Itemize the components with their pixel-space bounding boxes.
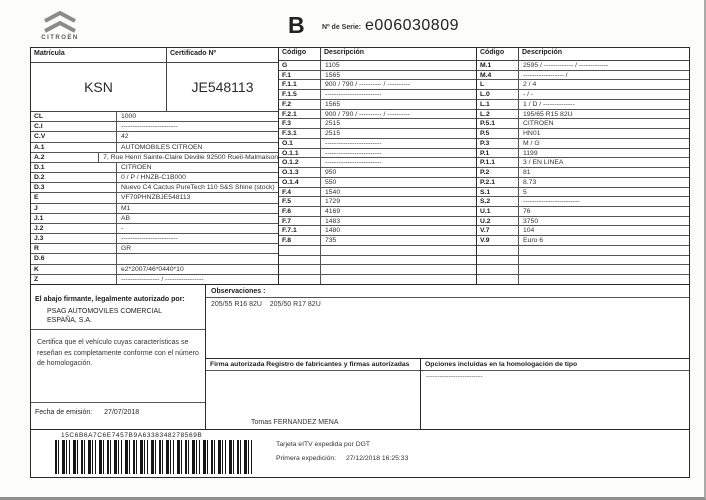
row-code: O.1.3	[279, 168, 321, 177]
row-code: C.I	[31, 122, 117, 131]
table-row	[31, 163, 278, 173]
row-code: E	[31, 193, 117, 202]
firma-signer-name: Tomas FERNANDEZ MENA	[251, 419, 339, 426]
declaration-heading: El abajo firmante, legalmente autorizado por:	[35, 296, 185, 303]
table-row	[477, 275, 689, 284]
row-value: 3 / EN LINEA	[523, 159, 564, 167]
observaciones-value: 205/55 R16 82U 205/50 R17 82U	[211, 301, 321, 308]
row-code	[279, 265, 321, 274]
opciones-value: -------------------------	[426, 373, 483, 380]
row-value: VF70PHNZBJE548113	[121, 194, 191, 202]
observaciones-label: Observaciones :	[206, 285, 689, 298]
row-value: 0 / P / HNZB-C1B000	[121, 174, 186, 182]
row-value: 550	[325, 178, 337, 186]
row-code: F.3.1	[279, 129, 321, 138]
row-value	[519, 265, 689, 274]
row-code: F.5	[279, 197, 321, 206]
codigo-header: Código	[279, 48, 321, 60]
row-code: O.1.1	[279, 149, 321, 158]
row-code	[477, 275, 519, 284]
table-row	[31, 244, 278, 254]
middle-column-group	[279, 48, 477, 284]
row-code: M.4	[477, 71, 519, 80]
table-row	[279, 158, 476, 168]
row-code: P.5.1	[477, 119, 519, 128]
row-code: C.V	[31, 132, 117, 141]
row-code: V.7	[477, 226, 519, 235]
row-code: D.2	[31, 173, 117, 182]
firma-box	[206, 359, 421, 429]
row-value	[321, 246, 476, 255]
table-row	[279, 129, 476, 139]
table-row	[31, 173, 278, 183]
firma-signature-area	[206, 371, 420, 429]
row-value: 4169	[325, 208, 341, 216]
row-value: 2515	[325, 120, 341, 128]
row-code: P.3	[477, 139, 519, 148]
descripcion-header: Descripción	[522, 49, 563, 56]
row-code: O.1.4	[279, 178, 321, 187]
row-code: D.6	[31, 254, 117, 263]
row-code: A.1	[31, 143, 117, 152]
table-row	[279, 71, 476, 81]
firma-opciones-row	[206, 359, 689, 429]
table-row	[477, 80, 689, 90]
primera-expedicion-label: Primera expedición:	[276, 455, 337, 462]
row-value: 81	[523, 169, 531, 177]
fecha-emision-row	[31, 402, 205, 429]
row-code	[279, 256, 321, 265]
row-value: AB	[121, 214, 131, 222]
table-row	[477, 265, 689, 275]
table-row	[279, 80, 476, 90]
row-value: 2 / 4	[523, 81, 537, 89]
table-row	[279, 197, 476, 207]
table-row	[477, 168, 689, 178]
row-code: O.1.2	[279, 158, 321, 167]
row-value: -------------------------	[325, 159, 382, 167]
row-code: F.6	[279, 207, 321, 216]
table-row	[31, 224, 278, 234]
bottom-right-area	[206, 285, 689, 429]
row-code: F.2	[279, 100, 321, 109]
table-row	[279, 265, 476, 275]
row-value: 2515	[325, 130, 341, 138]
row-value	[321, 256, 476, 265]
citroen-chevrons-icon	[30, 10, 90, 34]
table-row	[279, 90, 476, 100]
table-row	[477, 178, 689, 188]
row-code: D.1	[31, 163, 117, 172]
table-row	[477, 90, 689, 100]
table-row	[31, 214, 278, 224]
row-code: L.1	[477, 100, 519, 109]
row-value: 1000	[121, 113, 137, 120]
table-row	[31, 234, 278, 244]
table-row	[477, 188, 689, 198]
table-row	[279, 61, 476, 71]
declaration-company: PSAG AUTOMOVILES COMERCIAL ESPAÑA, S.A.	[47, 308, 162, 325]
row-code: Z	[31, 275, 117, 284]
table-row	[279, 207, 476, 217]
row-value: 3750	[523, 217, 539, 225]
row-code: F.4	[279, 188, 321, 197]
matricula-label: Matrícula	[31, 48, 167, 62]
row-code: S.2	[477, 197, 519, 206]
declaration-header	[31, 285, 205, 330]
row-value: 735	[325, 237, 337, 245]
codigo-header: Código	[477, 48, 519, 60]
row-code: F.2.1	[279, 110, 321, 119]
barcode-text: 15C6B6A7C6E7457B9A6338348278569B	[61, 432, 203, 439]
row-code: U.2	[477, 217, 519, 226]
right-column-group	[477, 48, 689, 284]
issued-by-text: Tarjeta eITV expedida por DGT	[276, 441, 371, 448]
row-value: ----------------- / -----------------	[121, 275, 204, 283]
fecha-emision-label: Fecha de emisión:	[35, 409, 93, 416]
row-code: A.2	[31, 153, 99, 162]
row-value	[117, 254, 278, 263]
table-row	[477, 246, 689, 256]
row-code	[477, 256, 519, 265]
row-value: 1729	[325, 198, 341, 206]
row-value: CITROEN	[523, 120, 554, 128]
table-row	[477, 197, 689, 207]
row-code: L.2	[477, 110, 519, 119]
barcode-image	[55, 440, 255, 474]
row-value: 1540	[325, 188, 341, 196]
row-code: F.1.1	[279, 80, 321, 89]
row-code: D.3	[31, 183, 117, 192]
table-row	[31, 183, 278, 193]
row-value: 1 / D / --------------	[523, 100, 575, 108]
table-row	[477, 119, 689, 129]
table-row	[31, 254, 278, 264]
certificado-value: JE548113	[191, 79, 254, 95]
primera-expedicion-value: 27/12/2018 16:25:33	[346, 455, 409, 462]
left-rows	[31, 112, 278, 284]
table-row	[477, 226, 689, 236]
row-value: 1483	[325, 217, 341, 225]
table-row	[477, 100, 689, 110]
table-row	[477, 256, 689, 266]
left-column-group	[31, 48, 279, 284]
row-value: -	[121, 224, 124, 232]
row-code: F.1	[279, 71, 321, 80]
table-row	[477, 217, 689, 227]
table-row	[31, 112, 278, 122]
row-value: 1480	[325, 227, 341, 235]
row-value: GR	[121, 245, 132, 253]
citroen-logo	[30, 10, 90, 41]
row-value	[321, 275, 476, 284]
table-row	[279, 188, 476, 198]
table-row	[279, 149, 476, 159]
row-code: CL	[31, 112, 117, 121]
row-value: e2*2007/46*0440*10	[121, 265, 184, 273]
mid-table-header	[279, 48, 476, 61]
row-value: Euro 6	[523, 237, 544, 245]
table-row	[477, 71, 689, 81]
table-row	[477, 149, 689, 159]
row-code	[477, 246, 519, 255]
id-header-row	[31, 48, 278, 63]
row-code: O.1	[279, 139, 321, 148]
table-row	[31, 132, 278, 142]
row-value	[519, 256, 689, 265]
serie-number: e006030809	[365, 17, 459, 34]
row-value: 42	[121, 133, 129, 141]
table-row	[477, 129, 689, 139]
row-value: Nuevo C4 Cactus PureTech 110 S&S Shine (stock)	[121, 184, 275, 192]
mid-rows	[279, 61, 476, 284]
row-value: HN01	[523, 130, 541, 138]
row-code	[477, 265, 519, 274]
brand-name: CITROËN	[41, 35, 79, 41]
row-value: -------------------------	[523, 198, 580, 206]
table-row	[31, 275, 278, 284]
table-row	[279, 256, 476, 266]
row-value: 900 / 790 / ---------- / ----------	[325, 110, 410, 118]
row-code: S.1	[477, 188, 519, 197]
right-rows	[477, 61, 689, 284]
row-value: -------------------------	[325, 149, 382, 157]
row-value: 8.73	[523, 178, 537, 186]
table-row	[279, 246, 476, 256]
certification-text: Certifica que el vehículo cuyas características se reseñan es completamente conforme con el número de homologación.	[37, 339, 199, 368]
certificado-label: Certificado Nº	[170, 50, 217, 57]
table-row	[279, 139, 476, 149]
row-value	[321, 265, 476, 274]
table-row	[31, 204, 278, 214]
row-code: M.1	[477, 61, 519, 70]
row-value	[519, 246, 689, 255]
row-code: P.2	[477, 168, 519, 177]
row-value: M / G	[523, 139, 540, 147]
table-row	[279, 226, 476, 236]
opciones-box	[421, 359, 689, 429]
table-row	[31, 193, 278, 203]
table-row	[477, 110, 689, 120]
row-value: 1105	[325, 62, 340, 69]
row-value: 7, Rue Henri Sainte-Claire Deville 92500 Rueil-Malmaison	[103, 153, 278, 161]
table-row	[31, 153, 278, 163]
row-code: F.3	[279, 119, 321, 128]
row-code: F.8	[279, 236, 321, 245]
row-code: R	[31, 244, 117, 253]
table-row	[279, 119, 476, 129]
row-code: P.5	[477, 129, 519, 138]
table-row	[477, 236, 689, 246]
row-code: J.1	[31, 214, 117, 223]
row-code: J	[31, 204, 117, 213]
row-value: -------------------------	[121, 123, 178, 131]
row-value: 1565	[325, 71, 341, 79]
table-row	[31, 143, 278, 153]
row-code: V.9	[477, 236, 519, 245]
row-value: 950	[325, 169, 337, 177]
matricula-value: KSN	[31, 63, 167, 111]
vehicle-data-table	[30, 47, 690, 285]
row-code: L	[477, 80, 519, 89]
table-row	[279, 217, 476, 227]
row-code	[279, 275, 321, 284]
footer-strip	[30, 430, 690, 478]
right-table-header	[477, 48, 689, 61]
table-row	[279, 178, 476, 188]
row-value: 1199	[523, 149, 538, 157]
row-code	[279, 246, 321, 255]
row-value: 76	[523, 208, 531, 216]
table-row	[477, 61, 689, 71]
observaciones-box	[206, 285, 689, 359]
row-value: 104	[523, 227, 535, 235]
row-code: F.7	[279, 217, 321, 226]
row-value: 900 / 790 / ---------- / ----------	[325, 81, 410, 89]
opciones-label: Opciones incluidas en la homologación de tipo	[421, 359, 689, 371]
table-row	[279, 236, 476, 246]
document-type-letter: B	[288, 12, 305, 38]
descripcion-header: Descripción	[324, 49, 365, 56]
row-value: -------------------------	[121, 235, 178, 243]
row-value: -------------------------	[325, 139, 382, 147]
row-code: P.1.1	[477, 158, 519, 167]
declaration-box	[31, 285, 206, 429]
row-code: L.0	[477, 90, 519, 99]
row-code: U.1	[477, 207, 519, 216]
row-value: ------------------ /	[523, 71, 568, 79]
firma-label: Firma autorizada Registro de fabricantes y firmas autorizadas	[206, 359, 420, 371]
table-row	[477, 158, 689, 168]
table-row	[279, 275, 476, 284]
fecha-emision-value: 27/07/2018	[104, 409, 140, 416]
row-value: 195/65 R15 82U	[523, 110, 573, 118]
row-value: M1	[121, 204, 131, 212]
row-value: 1565	[325, 100, 341, 108]
table-row	[279, 100, 476, 110]
serie-label: Nº de Serie:	[322, 24, 362, 31]
row-code: P.2.1	[477, 178, 519, 187]
row-value: 2595 / ------------- / -------------	[523, 62, 609, 69]
table-row	[279, 168, 476, 178]
row-code: F.7.1	[279, 226, 321, 235]
row-code: F.1.5	[279, 90, 321, 99]
row-value: 5	[523, 188, 527, 196]
row-value: AUTOMOBILES CITROEN	[121, 143, 203, 151]
table-row	[477, 207, 689, 217]
row-value: -------------------------	[325, 91, 382, 99]
table-row	[279, 110, 476, 120]
row-code: J.3	[31, 234, 117, 243]
row-code: P.1	[477, 149, 519, 158]
id-value-row	[31, 63, 278, 112]
table-row	[31, 122, 278, 132]
row-code: J.2	[31, 224, 117, 233]
table-row	[477, 139, 689, 149]
row-value: CITROEN	[121, 163, 152, 171]
bottom-section	[30, 285, 690, 430]
row-value	[519, 275, 689, 284]
row-code: K	[31, 265, 117, 274]
row-value: - / -	[523, 91, 534, 99]
table-row	[31, 265, 278, 275]
row-code: G	[279, 61, 321, 70]
